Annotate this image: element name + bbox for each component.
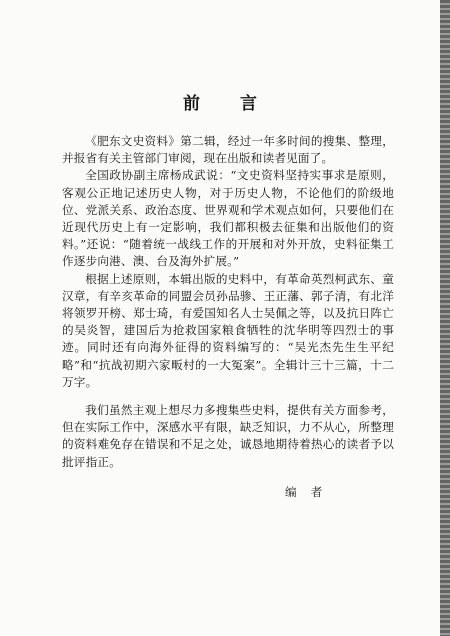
- paragraph: 我们虽然主观上想尽力多搜集些史料，提供有关方面参考，但在实际工作中，深感水平有限，缺乏知识，力不从心，所整理的资料难免存在错误和不足之处，诚恳地期待着热心的读者予以批评指正。: [62, 403, 394, 469]
- scan-edge: [440, 0, 450, 636]
- signature: 编者: [285, 485, 337, 499]
- paragraph: 根据上述原则，本辑出版的史料中，有革命英烈柯武东、童汉章，有辛亥革命的同盟会员孙品骖、王正藩、郭子清，有北洋将领罗开榜、郑士琦，有爱国知名人士吴佩之等，以及抗日阵亡的吴炎智，建国后为抢救国家粮食牺牲的沈华明等四烈士的事迹。同时还有向海外征得的资料编写的：“吴光杰先生生平纪略”和“抗战初期六家畈村的一大冤案”。全辑计三十三篇，十二万字。: [62, 271, 394, 389]
- preface-body: [62, 133, 394, 471]
- page-title: 前言: [183, 94, 297, 114]
- paragraph: 《肥东文史资料》第二辑，经过一年多时间的搜集、整理，并报省有关主管部门审阅，现在出版和读者见面了。: [62, 134, 394, 166]
- paragraph: 全国政协副主席杨成武说：“文史资料坚持实事求是原则，客观公正地记述历史人物，对于历史人物，不论他们的阶级地位、党派关系、政治态度、世界观和学术观点如何，只要他们在近现代历史上有一定影响，我们都积极去征集和出版他们的资料。”还说：“随着统一战线工作的开展和对外开放，史料征集工作逐步向港、澳、台及海外扩展。”: [62, 168, 394, 269]
